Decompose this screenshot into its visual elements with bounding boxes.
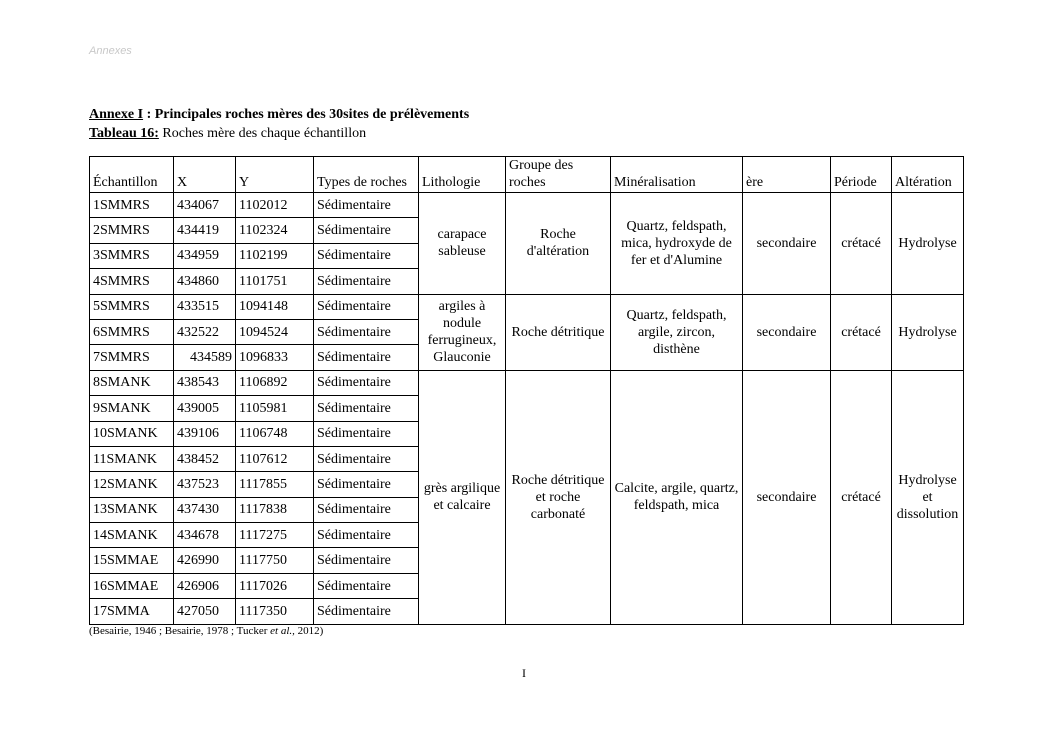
cell-type: Sédimentaire (314, 319, 419, 344)
cell-sample: 16SMMAE (90, 573, 174, 598)
cell-y: 1102324 (236, 218, 314, 243)
cell-type: Sédimentaire (314, 421, 419, 446)
group-3-alteration: Hydrolyse et dissolution (892, 370, 964, 624)
cell-sample: 9SMANK (90, 396, 174, 421)
cell-type: Sédimentaire (314, 370, 419, 395)
col-header-types: Types de roches (314, 157, 419, 193)
cell-y: 1117275 (236, 523, 314, 548)
col-header-y: Y (236, 157, 314, 193)
cell-sample: 1SMMRS (90, 193, 174, 218)
table-caption-label: Tableau 16: (89, 126, 159, 141)
cell-y: 1107612 (236, 446, 314, 471)
group-1-mineralisation: Quartz, feldspath, mica, hydroxyde de fer et d'Alumine (611, 193, 743, 295)
source-etal: et al., (270, 625, 295, 637)
cell-y: 1117750 (236, 548, 314, 573)
table-caption (89, 126, 366, 142)
group-3-ere: secondaire (743, 370, 831, 624)
cell-sample: 5SMMRS (90, 294, 174, 319)
cell-x: 434959 (174, 243, 236, 268)
cell-x: 427050 (174, 599, 236, 624)
annex-title-text: : Principales roches mères des 30sites de prélèvements (143, 107, 470, 122)
table-row (90, 294, 964, 319)
cell-y: 1101751 (236, 269, 314, 294)
cell-y: 1117026 (236, 573, 314, 598)
cell-y: 1102012 (236, 193, 314, 218)
cell-x: 439005 (174, 396, 236, 421)
group-3-mineralisation: Calcite, argile, quartz, feldspath, mica (611, 370, 743, 624)
page-number: I (522, 666, 526, 680)
cell-sample: 2SMMRS (90, 218, 174, 243)
cell-y: 1117838 (236, 497, 314, 522)
cell-type: Sédimentaire (314, 472, 419, 497)
group-2-periode: crétacé (831, 294, 892, 370)
cell-y: 1094148 (236, 294, 314, 319)
table-caption-text: Roches mère des chaque échantillon (158, 126, 367, 141)
cell-x: 438452 (174, 446, 236, 471)
cell-sample: 3SMMRS (90, 243, 174, 268)
table-header-row (90, 157, 964, 193)
group-2-lithologie: argiles à nodule ferrugineux, Glauconie (419, 294, 506, 370)
cell-x: 434860 (174, 269, 236, 294)
group-2-ere: secondaire (743, 294, 831, 370)
col-header-lithologie: Lithologie (419, 157, 506, 193)
cell-x: 438543 (174, 370, 236, 395)
cell-y: 1106748 (236, 421, 314, 446)
cell-type: Sédimentaire (314, 599, 419, 624)
cell-x: 434419 (174, 218, 236, 243)
cell-x: 437523 (174, 472, 236, 497)
cell-x: 433515 (174, 294, 236, 319)
cell-y: 1094524 (236, 319, 314, 344)
annex-label: Annexe I (89, 107, 144, 122)
cell-type: Sédimentaire (314, 218, 419, 243)
group-1-periode: crétacé (831, 193, 892, 295)
group-2-mineralisation: Quartz, feldspath, argile, zircon, disthène (611, 294, 743, 370)
group-2-alteration: Hydrolyse (892, 294, 964, 370)
source-suffix: 2012) (294, 625, 324, 637)
cell-x: 434067 (174, 193, 236, 218)
group-1-lithologie: carapace sableuse (419, 193, 506, 295)
group-1-groupe: Roche d'altération (506, 193, 611, 295)
cell-sample: 15SMMAE (90, 548, 174, 573)
cell-sample: 8SMANK (90, 370, 174, 395)
cell-type: Sédimentaire (314, 548, 419, 573)
cell-sample: 14SMANK (90, 523, 174, 548)
col-header-echantillon: Échantillon (90, 157, 174, 193)
source-citation (89, 625, 323, 637)
group-3-groupe: Roche détritique et roche carbonaté (506, 370, 611, 624)
cell-y: 1096833 (236, 345, 314, 370)
cell-type: Sédimentaire (314, 497, 419, 522)
cell-sample: 4SMMRS (90, 269, 174, 294)
col-header-alteration: Altération (892, 157, 964, 193)
cell-sample: 11SMANK (90, 446, 174, 471)
cell-x: 439106 (174, 421, 236, 446)
cell-x: 426906 (174, 573, 236, 598)
cell-sample: 12SMANK (90, 472, 174, 497)
cell-x: 434589 (174, 345, 236, 370)
cell-x: 426990 (174, 548, 236, 573)
col-header-ere: ère (743, 157, 831, 193)
annex-title (89, 107, 469, 123)
cell-type: Sédimentaire (314, 243, 419, 268)
col-header-mineralisation: Minéralisation (611, 157, 743, 193)
cell-sample: 13SMANK (90, 497, 174, 522)
group-3-lithologie: grès argilique et calcaire (419, 370, 506, 624)
cell-y: 1106892 (236, 370, 314, 395)
rock-samples-table (89, 156, 964, 625)
cell-y: 1105981 (236, 396, 314, 421)
running-header: Annexes (89, 45, 132, 57)
cell-type: Sédimentaire (314, 294, 419, 319)
group-3-periode: crétacé (831, 370, 892, 624)
cell-x: 432522 (174, 319, 236, 344)
cell-y: 1117350 (236, 599, 314, 624)
cell-sample: 10SMANK (90, 421, 174, 446)
table-row (90, 370, 964, 395)
cell-type: Sédimentaire (314, 193, 419, 218)
cell-x: 434678 (174, 523, 236, 548)
group-1-alteration: Hydrolyse (892, 193, 964, 295)
col-header-groupe: Groupe des roches (506, 157, 611, 193)
col-header-x: X (174, 157, 236, 193)
cell-y: 1102199 (236, 243, 314, 268)
cell-sample: 7SMMRS (90, 345, 174, 370)
cell-type: Sédimentaire (314, 446, 419, 471)
col-header-periode: Période (831, 157, 892, 193)
cell-type: Sédimentaire (314, 345, 419, 370)
cell-type: Sédimentaire (314, 523, 419, 548)
cell-type: Sédimentaire (314, 573, 419, 598)
cell-sample: 17SMMA (90, 599, 174, 624)
group-2-groupe: Roche détritique (506, 294, 611, 370)
table-row (90, 193, 964, 218)
cell-sample: 6SMMRS (90, 319, 174, 344)
cell-x: 437430 (174, 497, 236, 522)
source-prefix: (Besairie, 1946 ; Besairie, 1978 ; Tucker (89, 625, 271, 637)
group-1-ere: secondaire (743, 193, 831, 295)
cell-type: Sédimentaire (314, 269, 419, 294)
cell-y: 1117855 (236, 472, 314, 497)
cell-type: Sédimentaire (314, 396, 419, 421)
